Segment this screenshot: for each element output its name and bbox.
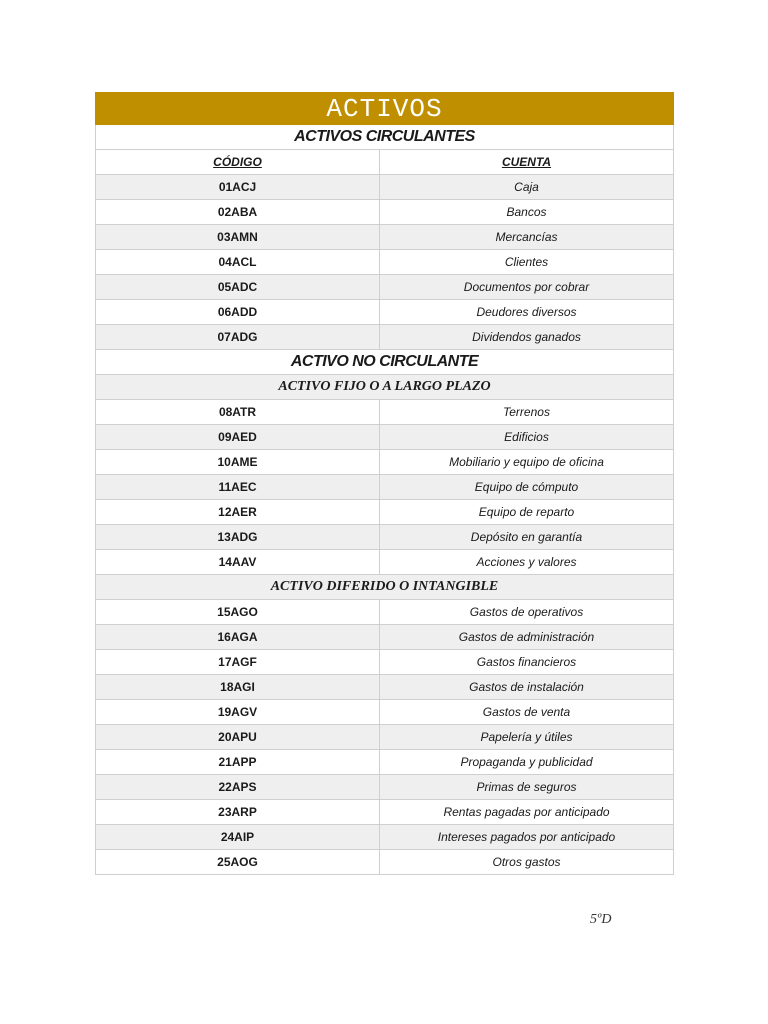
section-row-no-circulante — [96, 350, 674, 375]
table-row — [96, 600, 674, 625]
table-row — [96, 200, 674, 225]
account-name: Propaganda y publicidad — [380, 750, 674, 775]
account-name: Gastos financieros — [380, 650, 674, 675]
table-row — [96, 250, 674, 275]
account-name: Primas de seguros — [380, 775, 674, 800]
account-code: 25AOG — [96, 850, 380, 875]
section-row-circulantes — [96, 125, 674, 150]
account-code: 11AEC — [96, 475, 380, 500]
group-label: 5ºD — [590, 912, 612, 927]
account-name: Bancos — [380, 200, 674, 225]
account-code: 21APP — [96, 750, 380, 775]
table-row — [96, 650, 674, 675]
column-header-account: CUENTA — [380, 150, 674, 175]
table-row — [96, 775, 674, 800]
subsection-heading-fijo: ACTIVO FIJO O A LARGO PLAZO — [96, 375, 674, 400]
account-name: Mercancías — [380, 225, 674, 250]
account-name: Otros gastos — [380, 850, 674, 875]
account-code: 19AGV — [96, 700, 380, 725]
account-name: Depósito en garantía — [380, 525, 674, 550]
account-name: Caja — [380, 175, 674, 200]
account-name: Equipo de cómputo — [380, 475, 674, 500]
section-heading-no-circulante: ACTIVO NO CIRCULANTE — [96, 350, 674, 375]
table-row — [96, 850, 674, 875]
account-name: Clientes — [380, 250, 674, 275]
subsection-heading-diferido: ACTIVO DIFERIDO O INTANGIBLE — [96, 575, 674, 600]
table-row — [96, 325, 674, 350]
table-row — [96, 800, 674, 825]
account-name: Documentos por cobrar — [380, 275, 674, 300]
account-name: Mobiliario y equipo de oficina — [380, 450, 674, 475]
account-code: 09AED — [96, 425, 380, 450]
account-name: Deudores diversos — [380, 300, 674, 325]
account-code: 22APS — [96, 775, 380, 800]
table-row — [96, 750, 674, 775]
section-heading-circulantes: ACTIVOS CIRCULANTES — [96, 125, 674, 150]
table-row — [96, 225, 674, 250]
account-code: 17AGF — [96, 650, 380, 675]
account-code: 20APU — [96, 725, 380, 750]
account-code: 10AME — [96, 450, 380, 475]
account-code: 06ADD — [96, 300, 380, 325]
account-name: Papelería y útiles — [380, 725, 674, 750]
account-name: Rentas pagadas por anticipado — [380, 800, 674, 825]
account-code: 14AAV — [96, 550, 380, 575]
account-code: 24AIP — [96, 825, 380, 850]
account-name: Gastos de administración — [380, 625, 674, 650]
account-code: 04ACL — [96, 250, 380, 275]
account-code: 23ARP — [96, 800, 380, 825]
subsection-row-fijo — [96, 375, 674, 400]
table-row — [96, 700, 674, 725]
table-row — [96, 425, 674, 450]
account-name: Edificios — [380, 425, 674, 450]
account-code: 16AGA — [96, 625, 380, 650]
account-name: Intereses pagados por anticipado — [380, 825, 674, 850]
table-row — [96, 675, 674, 700]
account-code: 01ACJ — [96, 175, 380, 200]
table-title: ACTIVOS — [96, 93, 674, 125]
account-code: 03AMN — [96, 225, 380, 250]
table-row — [96, 550, 674, 575]
account-code: 18AGI — [96, 675, 380, 700]
account-name: Gastos de venta — [380, 700, 674, 725]
table-row — [96, 475, 674, 500]
table-row — [96, 275, 674, 300]
account-code: 02ABA — [96, 200, 380, 225]
column-header-code: CÓDIGO — [96, 150, 380, 175]
account-code: 08ATR — [96, 400, 380, 425]
table-row — [96, 525, 674, 550]
table-row — [96, 625, 674, 650]
column-header-row — [96, 150, 674, 175]
subsection-row-diferido — [96, 575, 674, 600]
account-code: 05ADC — [96, 275, 380, 300]
account-name: Terrenos — [380, 400, 674, 425]
title-row — [96, 93, 674, 125]
account-name: Equipo de reparto — [380, 500, 674, 525]
account-name: Gastos de operativos — [380, 600, 674, 625]
account-name: Dividendos ganados — [380, 325, 674, 350]
account-code: 12AER — [96, 500, 380, 525]
accounts-table — [95, 92, 674, 875]
account-code: 07ADG — [96, 325, 380, 350]
table-row — [96, 400, 674, 425]
account-code: 15AGO — [96, 600, 380, 625]
account-code: 13ADG — [96, 525, 380, 550]
table-row — [96, 725, 674, 750]
account-name: Gastos de instalación — [380, 675, 674, 700]
table-row — [96, 500, 674, 525]
table-row — [96, 300, 674, 325]
account-name: Acciones y valores — [380, 550, 674, 575]
table-row — [96, 825, 674, 850]
table-row — [96, 450, 674, 475]
table-row — [96, 175, 674, 200]
